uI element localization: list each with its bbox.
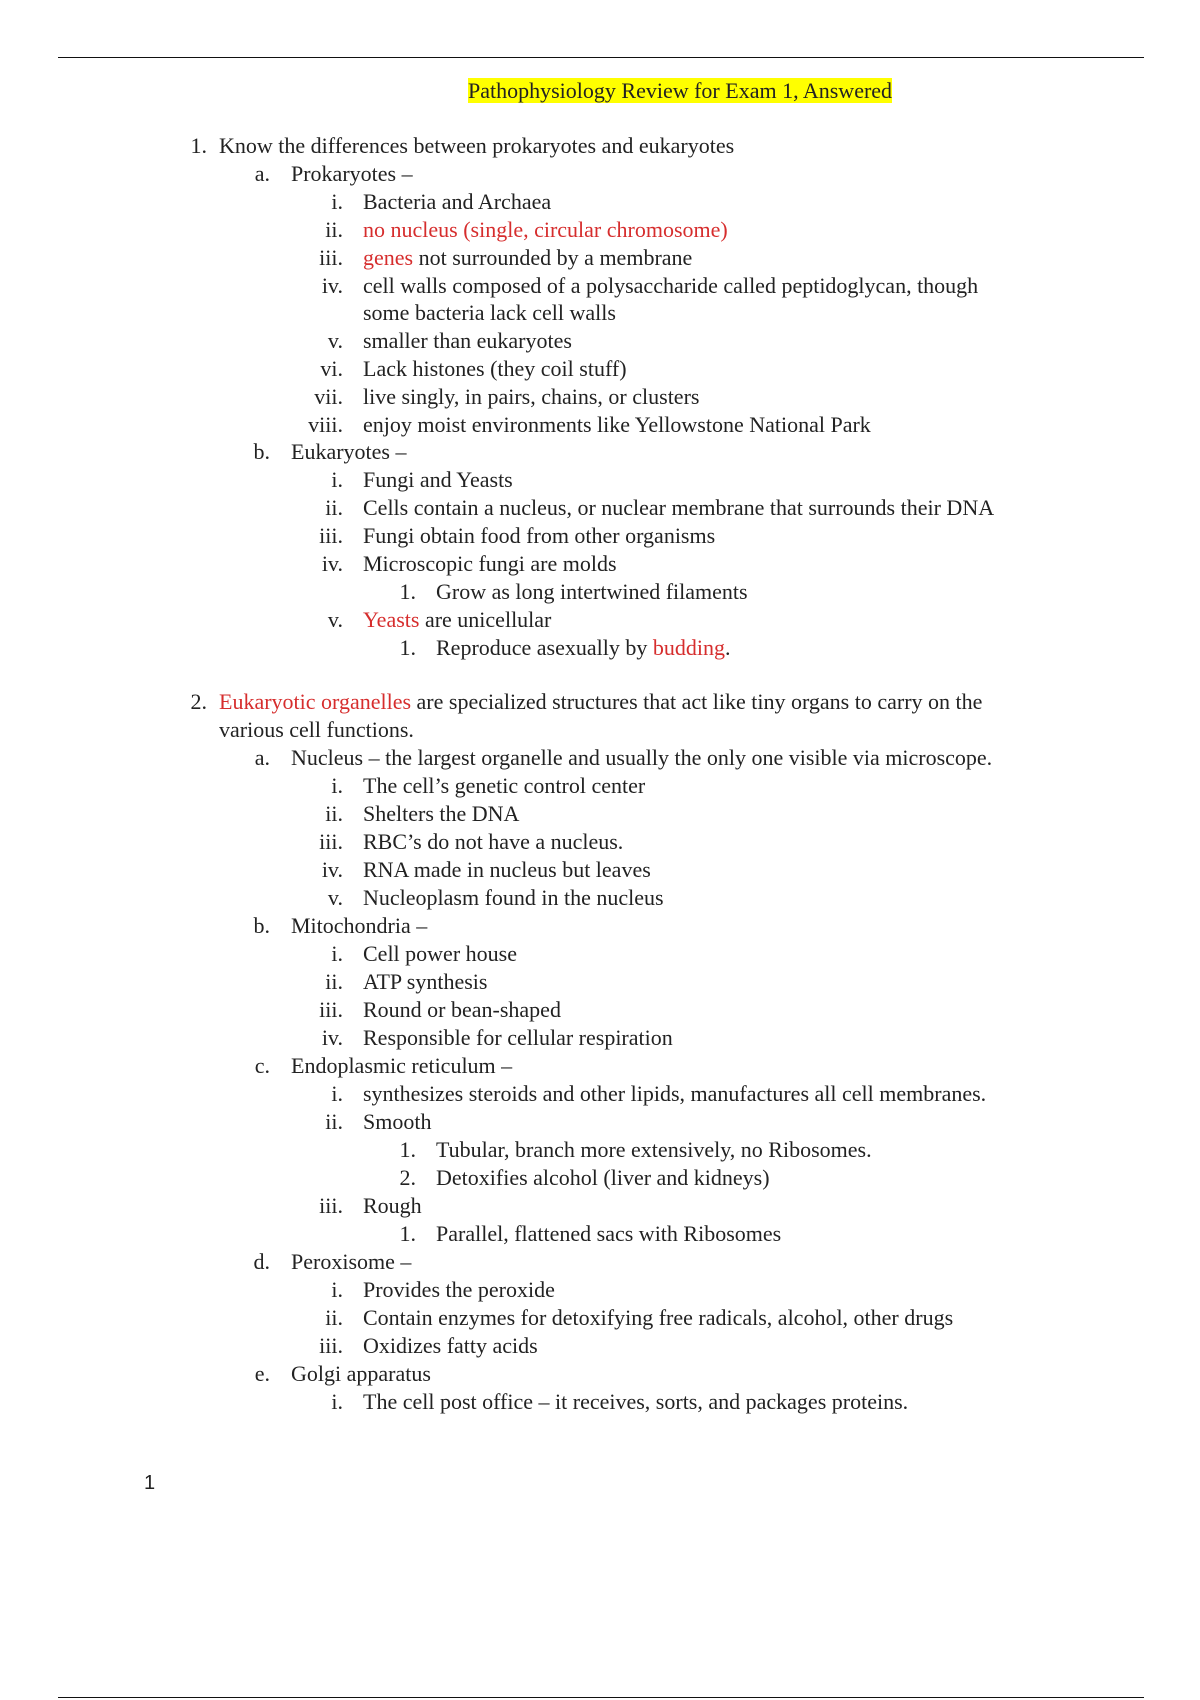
outline-line <box>0 1388 1200 1416</box>
line-text <box>363 1332 538 1360</box>
text-run: cell walls composed of a polysaccharide called peptidoglycan, though <box>363 273 979 298</box>
text-run: Eukaryotes – <box>291 439 407 464</box>
line-text <box>436 634 731 662</box>
outline-line <box>0 327 1200 355</box>
outline-line <box>0 940 1200 968</box>
list-marker: i. <box>331 941 343 966</box>
text-run: synthesizes steroids and other lipids, manufactures all cell membranes. <box>363 1081 987 1106</box>
highlighted-term: genes <box>363 245 414 270</box>
line-text <box>363 494 994 522</box>
bottom-rule <box>58 1697 1144 1698</box>
line-text <box>291 912 427 940</box>
outline-line <box>0 1220 1200 1248</box>
outline-line <box>0 299 1200 327</box>
text-run: Detoxifies alcohol (liver and kidneys) <box>436 1165 770 1190</box>
outline-line <box>0 744 1200 772</box>
list-marker: 1. <box>399 1137 416 1162</box>
line-text <box>363 383 699 411</box>
list-marker: i. <box>331 1389 343 1414</box>
outline-line <box>0 160 1200 188</box>
outline-line <box>0 1136 1200 1164</box>
text-run: . <box>725 635 731 660</box>
text-run: Cells contain a nucleus, or nuclear membrane that surrounds their DNA <box>363 495 995 520</box>
list-marker: i. <box>331 1081 343 1106</box>
text-run: live singly, in pairs, chains, or clusters <box>363 384 700 409</box>
list-marker: a. <box>254 745 270 770</box>
line-text <box>363 1024 673 1052</box>
line-text <box>363 1080 986 1108</box>
line-text <box>436 1220 781 1248</box>
line-text <box>291 1052 512 1080</box>
text-run: Responsible for cellular respiration <box>363 1025 673 1050</box>
line-text <box>363 1304 953 1332</box>
line-text <box>291 438 406 466</box>
top-rule <box>58 57 1144 58</box>
line-text <box>219 132 734 160</box>
text-run: Tubular, branch more extensively, no Ribosomes. <box>436 1137 872 1162</box>
line-text <box>363 772 645 800</box>
outline-line <box>0 688 1200 716</box>
text-run: Provides the peroxide <box>363 1277 555 1302</box>
list-marker: iii. <box>319 1333 343 1358</box>
text-run: Reproduce asexually by <box>436 635 653 660</box>
text-run: Endoplasmic reticulum – <box>291 1053 513 1078</box>
outline-line <box>0 1192 1200 1220</box>
list-marker: 2. <box>190 689 207 714</box>
line-text <box>363 327 572 355</box>
line-text <box>363 856 651 884</box>
text-run: enjoy moist environments like Yellowstone National Park <box>363 412 871 437</box>
outline-line <box>0 968 1200 996</box>
text-run: Nucleoplasm found in the nucleus <box>363 885 664 910</box>
list-marker: vii. <box>314 384 343 409</box>
outline-line <box>0 272 1200 300</box>
text-run: Nucleus – the largest organelle and usually the only one visible via microscope. <box>291 745 993 770</box>
text-run: ATP synthesis <box>363 969 488 994</box>
list-marker: 1. <box>190 133 207 158</box>
line-text <box>291 160 413 188</box>
list-marker: a. <box>254 161 270 186</box>
text-run: The cell post office – it receives, sorts, and packages proteins. <box>363 1389 909 1414</box>
outline-line <box>0 856 1200 884</box>
list-marker: iv. <box>321 551 343 576</box>
line-text <box>436 1136 872 1164</box>
outline-line <box>0 411 1200 439</box>
outline-line <box>0 1080 1200 1108</box>
outline-line <box>0 216 1200 244</box>
line-text <box>363 828 623 856</box>
line-text <box>363 244 692 272</box>
outline-line <box>0 606 1200 634</box>
line-text <box>363 299 616 327</box>
outline-line <box>0 1164 1200 1192</box>
page-number: 1 <box>144 1472 156 1494</box>
outline-line <box>0 772 1200 800</box>
text-run: smaller than eukaryotes <box>363 328 572 353</box>
line-text <box>363 411 871 439</box>
line-text <box>363 216 728 244</box>
outline-line <box>0 996 1200 1024</box>
line-text <box>291 744 992 772</box>
outline-line <box>0 550 1200 578</box>
list-marker: d. <box>253 1249 270 1274</box>
outline-line <box>0 1276 1200 1304</box>
list-marker: viii. <box>308 412 343 437</box>
outline-line <box>0 188 1200 216</box>
list-marker: iv. <box>321 1025 343 1050</box>
line-text <box>291 1360 431 1388</box>
list-marker: i. <box>331 189 343 214</box>
line-text <box>436 1164 770 1192</box>
text-run: Prokaryotes – <box>291 161 413 186</box>
line-text <box>363 1108 431 1136</box>
line-text <box>363 188 551 216</box>
outline-line <box>0 522 1200 550</box>
line-text <box>436 578 748 606</box>
line-text <box>363 968 487 996</box>
line-text <box>363 606 551 634</box>
outline-line <box>0 355 1200 383</box>
title-highlight: Pathophysiology Review for Exam 1, Answered <box>468 78 893 103</box>
line-text <box>363 466 513 494</box>
line-text <box>363 1276 555 1304</box>
outline-line <box>0 383 1200 411</box>
line-text <box>363 800 519 828</box>
outline-line <box>0 578 1200 606</box>
outline-line <box>0 1304 1200 1332</box>
list-marker: iv. <box>321 857 343 882</box>
outline-line <box>0 1024 1200 1052</box>
text-run: Know the differences between prokaryotes and eukaryotes <box>219 133 735 158</box>
text-run: Grow as long intertwined filaments <box>436 579 748 604</box>
line-text <box>219 688 982 716</box>
text-run: RBC’s do not have a nucleus. <box>363 829 624 854</box>
list-marker: 2. <box>399 1165 416 1190</box>
text-run: Parallel, flattened sacs with Ribosomes <box>436 1221 782 1246</box>
outline-line <box>0 1332 1200 1360</box>
text-run: various cell functions. <box>219 717 414 742</box>
list-marker: vi. <box>320 356 343 381</box>
list-marker: iii. <box>319 245 343 270</box>
list-marker: 1. <box>399 579 416 604</box>
outline-line <box>0 912 1200 940</box>
line-text <box>363 1388 908 1416</box>
text-run: Golgi apparatus <box>291 1361 431 1386</box>
highlighted-term: Eukaryotic organelles <box>219 689 412 714</box>
line-text <box>363 272 978 300</box>
list-marker: iii. <box>319 523 343 548</box>
outline-line <box>0 244 1200 272</box>
list-marker: 1. <box>399 635 416 660</box>
text-run: Mitochondria – <box>291 913 428 938</box>
list-marker: i. <box>331 1277 343 1302</box>
outline-line <box>0 1248 1200 1276</box>
text-run: Cell power house <box>363 941 517 966</box>
list-marker: iii. <box>319 829 343 854</box>
line-text <box>363 884 664 912</box>
text-run: Smooth <box>363 1109 432 1134</box>
highlighted-term: no nucleus (single, circular chromosome) <box>363 217 728 242</box>
list-marker: iv. <box>321 273 343 298</box>
list-marker: v. <box>327 328 343 353</box>
list-marker: c. <box>254 1053 270 1078</box>
list-marker: v. <box>327 607 343 632</box>
list-marker: i. <box>331 773 343 798</box>
line-text <box>219 716 414 744</box>
line-text <box>363 550 617 578</box>
highlighted-term: Yeasts <box>363 607 420 632</box>
outline-line <box>0 438 1200 466</box>
text-run: Peroxisome – <box>291 1249 412 1274</box>
text-run: RNA made in nucleus but leaves <box>363 857 651 882</box>
list-marker: ii. <box>325 1109 343 1134</box>
outline-line <box>0 132 1200 160</box>
outline-line <box>0 1108 1200 1136</box>
line-text <box>363 1192 422 1220</box>
list-marker: iii. <box>319 1193 343 1218</box>
text-run: Microscopic fungi are molds <box>363 551 617 576</box>
line-text <box>363 940 517 968</box>
outline-line <box>0 884 1200 912</box>
text-run: some bacteria lack cell walls <box>363 300 616 325</box>
outline-line <box>0 1052 1200 1080</box>
text-run: are unicellular <box>419 607 552 632</box>
text-run: Lack histones (they coil stuff) <box>363 356 627 381</box>
outline-line <box>0 494 1200 522</box>
list-marker: ii. <box>325 495 343 520</box>
text-run: Fungi and Yeasts <box>363 467 513 492</box>
line-text <box>363 996 561 1024</box>
text-run: are specialized structures that act like tiny organs to carry on the <box>411 689 983 714</box>
list-marker: b. <box>253 913 270 938</box>
list-marker: ii. <box>325 969 343 994</box>
outline-line <box>0 716 1200 744</box>
text-run: Contain enzymes for detoxifying free radicals, alcohol, other drugs <box>363 1305 954 1330</box>
list-marker: 1. <box>399 1221 416 1246</box>
list-marker: ii. <box>325 801 343 826</box>
outline-line <box>0 634 1200 662</box>
outline-line <box>0 1360 1200 1388</box>
text-run: Oxidizes fatty acids <box>363 1333 538 1358</box>
list-marker: e. <box>254 1361 270 1386</box>
text-run: Round or bean-shaped <box>363 997 561 1022</box>
list-marker: b. <box>253 439 270 464</box>
outline-line <box>0 466 1200 494</box>
list-marker: ii. <box>325 217 343 242</box>
outline-line <box>0 800 1200 828</box>
text-run: Bacteria and Archaea <box>363 189 552 214</box>
text-run: Shelters the DNA <box>363 801 520 826</box>
list-marker: ii. <box>325 1305 343 1330</box>
list-marker: iii. <box>319 997 343 1022</box>
highlighted-term: budding <box>652 635 725 660</box>
document-title <box>466 77 894 105</box>
list-marker: i. <box>331 467 343 492</box>
text-run: Rough <box>363 1193 422 1218</box>
line-text <box>363 522 715 550</box>
line-text <box>291 1248 411 1276</box>
outline-line <box>0 828 1200 856</box>
list-marker: v. <box>327 885 343 910</box>
text-run: The cell’s genetic control center <box>363 773 646 798</box>
line-text <box>363 355 627 383</box>
text-run: not surrounded by a membrane <box>413 245 693 270</box>
text-run: Fungi obtain food from other organisms <box>363 523 716 548</box>
